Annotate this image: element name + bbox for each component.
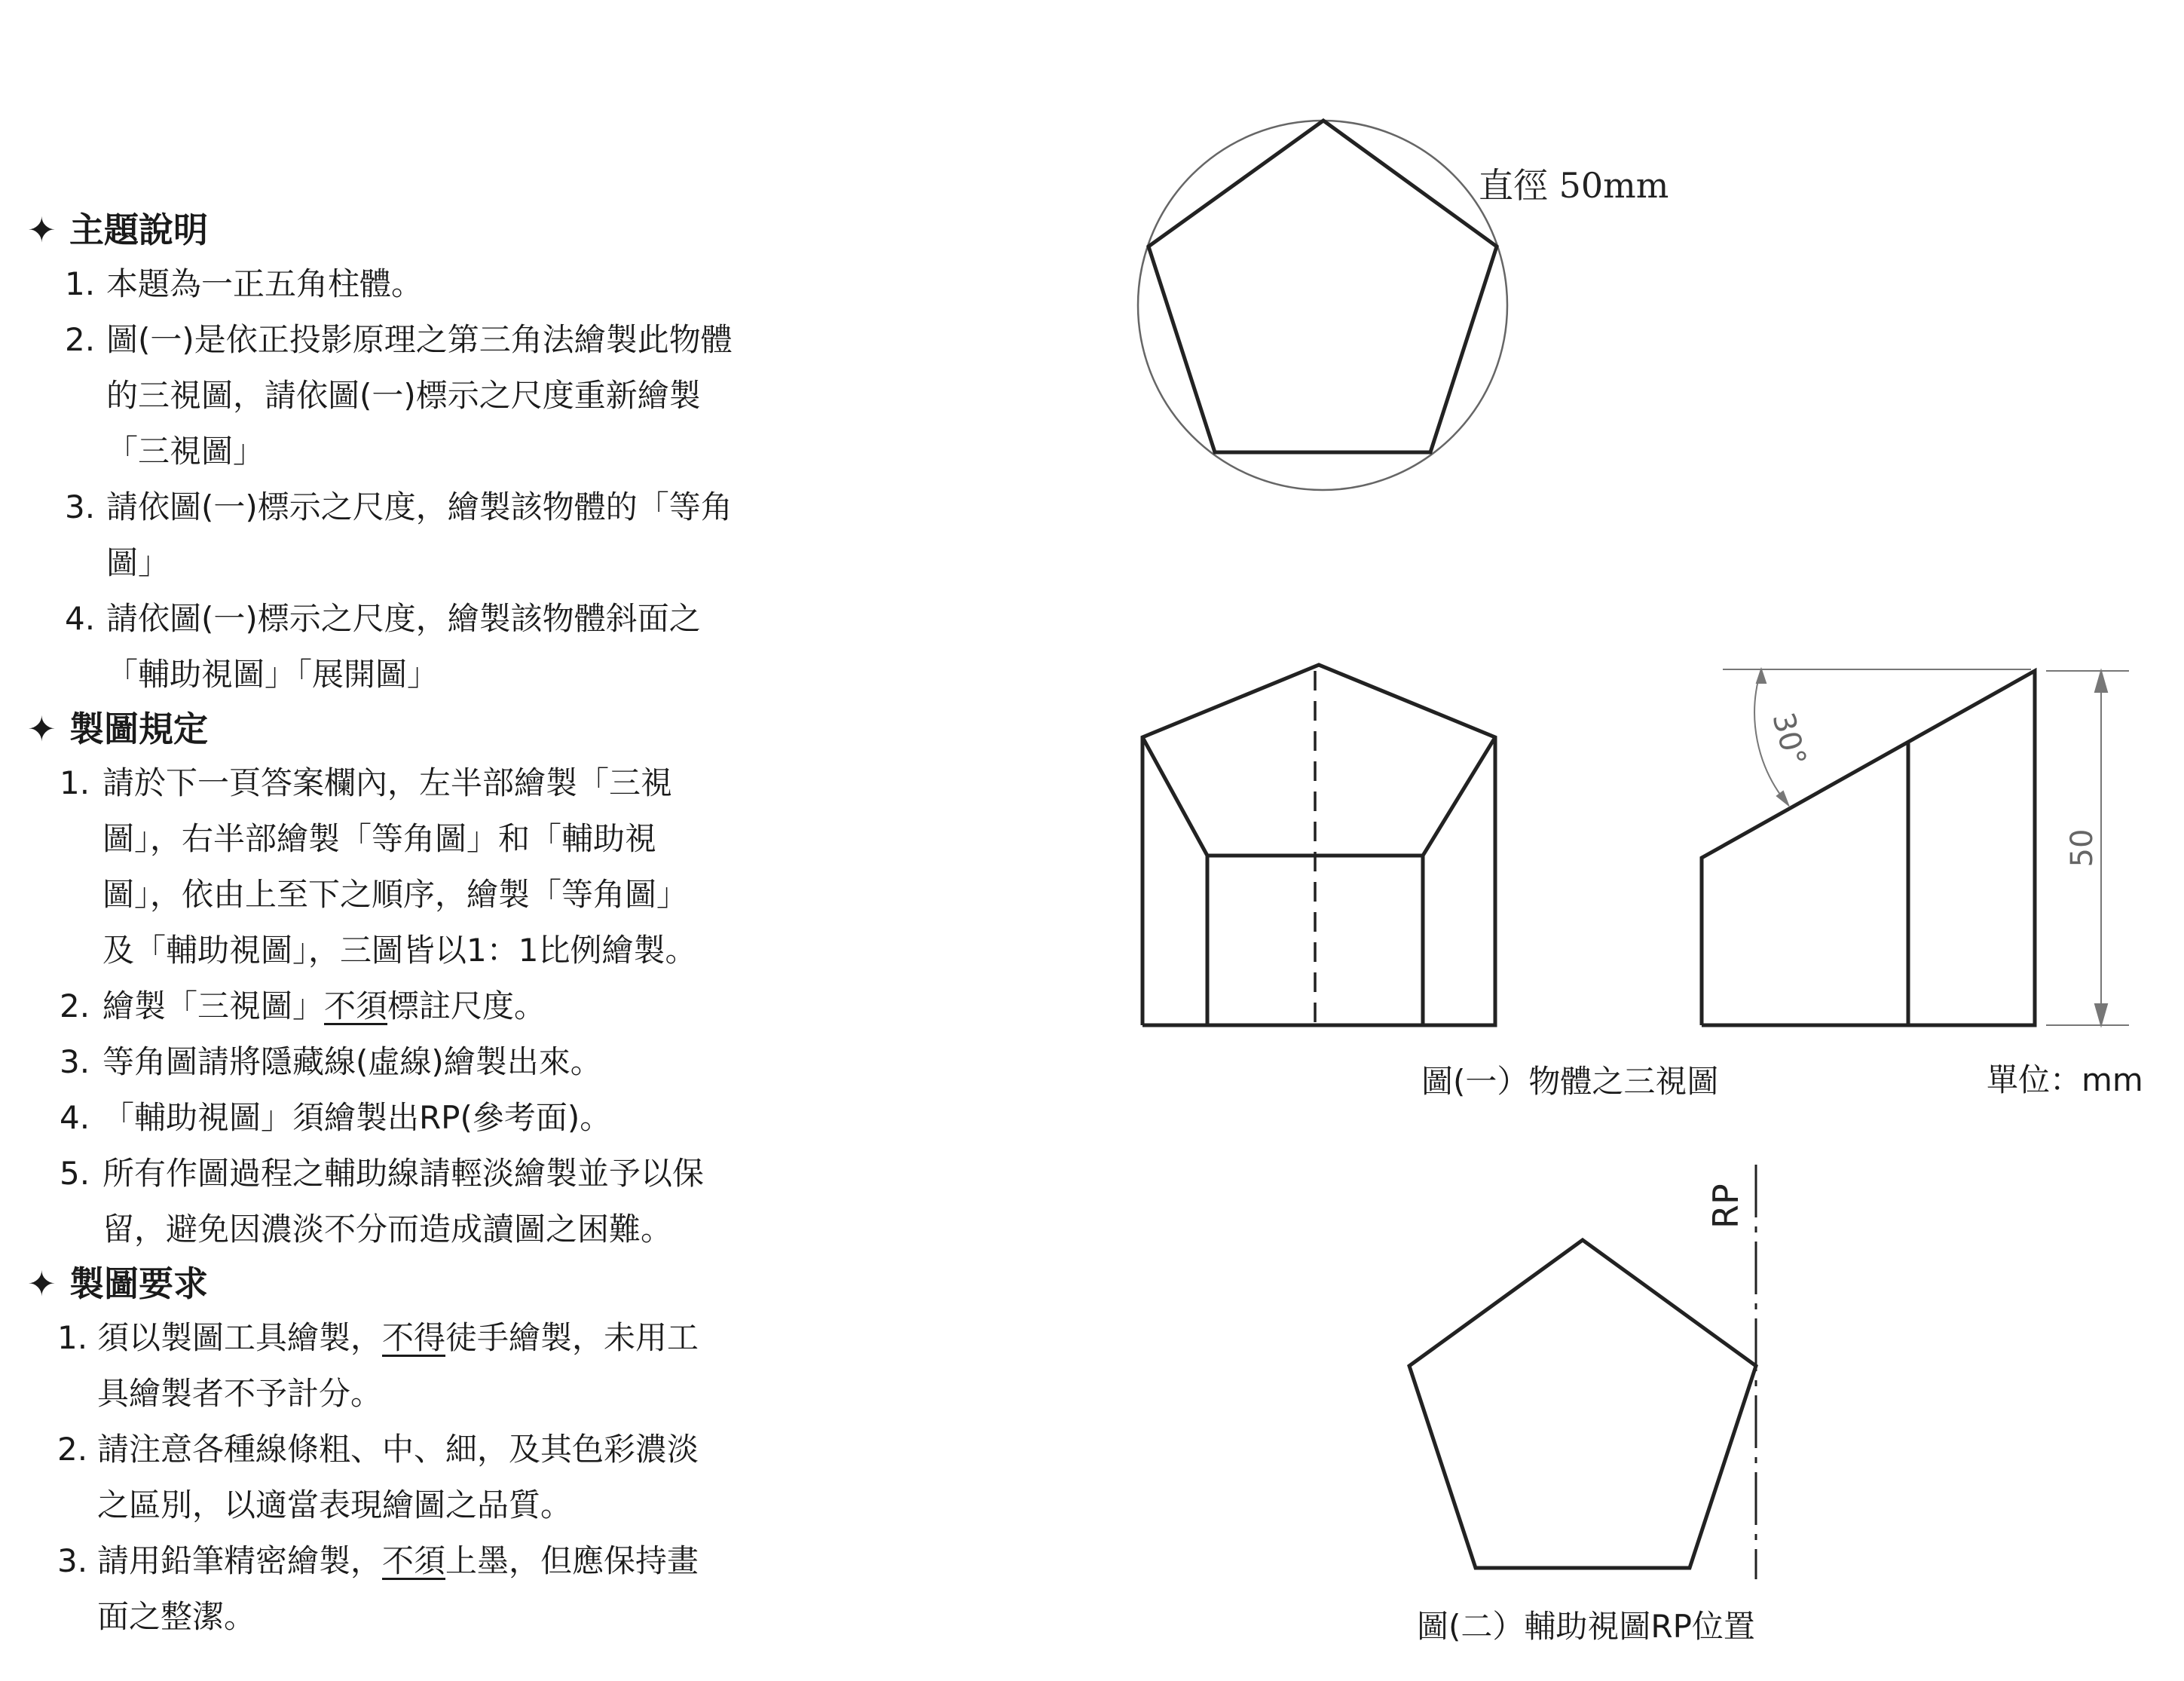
item-number: 2. [60,987,90,1024]
item-line: 請依圖(一)標示之尺度，繪製該物體斜面之 [106,600,701,637]
item-line: 之區別，以適當表現繪圖之品質。 [97,1487,573,1523]
section-heading: ✦ 製圖要求 [27,1257,811,1310]
four-point-star-icon: ✦ [27,1263,57,1304]
item-line: 所有作圖過程之輔助線請輕淡繪製並予以保 [102,1155,705,1192]
height-label: 50 [2065,828,2100,868]
front-view-outline [1142,665,1495,1025]
item-line: 「三視圖」 [106,433,265,470]
item-line: 圖」 [106,544,170,581]
angle-label: 30° [1765,709,1813,770]
rp-label: RP [1705,1183,1746,1229]
item-line: 等角圖請將隱藏線(虛線)繪製出來。 [102,1043,602,1080]
four-point-star-icon: ✦ [27,210,57,250]
item-line: 及「輔助視圖」，三圖皆以1：1比例繪製。 [102,932,697,969]
item-number: 3. [65,488,96,525]
auxiliary-pentagon [1409,1240,1756,1568]
front-edge-left [1142,737,1207,856]
item-line: 「輔助視圖」「展開圖」 [106,656,439,693]
item-number: 2. [57,1431,88,1468]
figure1-front-view [1142,665,1495,1025]
circumscribed-circle [1138,121,1507,490]
height-arrow-top [2095,671,2107,692]
height-arrow-bottom [2095,1004,2107,1025]
section-heading: ✦ 製圖規定 [27,703,811,755]
diameter-label: 直徑 50mm [1479,165,1669,206]
angle-arrow-top [1757,669,1766,683]
item-line: 留，避免因濃淡不分而造成讀圖之困難。 [102,1211,673,1248]
item-number: 3. [57,1542,88,1579]
item-number: 1. [57,1319,88,1356]
front-edge-right [1423,737,1495,856]
item-number: 4. [60,1099,90,1136]
figure1-caption: 圖(一）物體之三視圖 [1421,1063,1719,1100]
figure2-caption: 圖(二）輔助視圖RP位置 [1417,1608,1755,1645]
item-line: 請依圖(一)標示之尺度，繪製該物體的「等角 [106,488,733,525]
item-line: 本題為一正五角柱體。 [106,265,424,302]
item-line: 圖」，右半部繪製「等角圖」和「輔助視 [102,820,657,857]
unit-label: 單位：mm [1987,1061,2143,1098]
figure2-auxiliary-view [1409,1165,1756,1579]
item-line: 請用鉛筆精密繪製，不須上墨，但應保持畫 [97,1542,699,1579]
four-point-star-icon: ✦ [27,709,57,749]
figure1-side-view [1702,671,2035,1025]
item-number: 1. [65,265,96,302]
item-line: 面之整潔。 [97,1598,256,1635]
top-view-pentagon [1149,121,1497,452]
item-line: 「輔助視圖」須繪製出RP(參考面)。 [102,1099,612,1136]
item-line: 圖」，依由上至下之順序，繪製「等角圖」 [102,876,689,913]
item-line: 須以製圖工具繪製，不得徒手繪製，未用工 [97,1319,699,1356]
figure1-top-view [1138,121,1507,490]
item-line: 具繪製者不予計分。 [97,1375,383,1412]
item-line: 繪製「三視圖」不須標註尺度。 [102,987,546,1024]
item-line: 的三視圖，請依圖(一)標示之尺度重新繪製 [106,377,701,414]
item-line: 圖(一)是依正投影原理之第三角法繪製此物體 [106,321,733,358]
item-number: 5. [60,1155,90,1192]
item-line: 請於下一頁答案欄內，左半部繪製「三視 [102,764,673,801]
item-number: 1. [60,764,90,801]
side-view-outline [1702,671,2035,1025]
section-heading: ✦ 主題說明 [27,204,811,256]
item-number: 3. [60,1043,90,1080]
item-number: 4. [65,600,96,637]
item-line: 請注意各種線條粗、中、細，及其色彩濃淡 [97,1431,699,1468]
item-number: 2. [65,321,96,358]
